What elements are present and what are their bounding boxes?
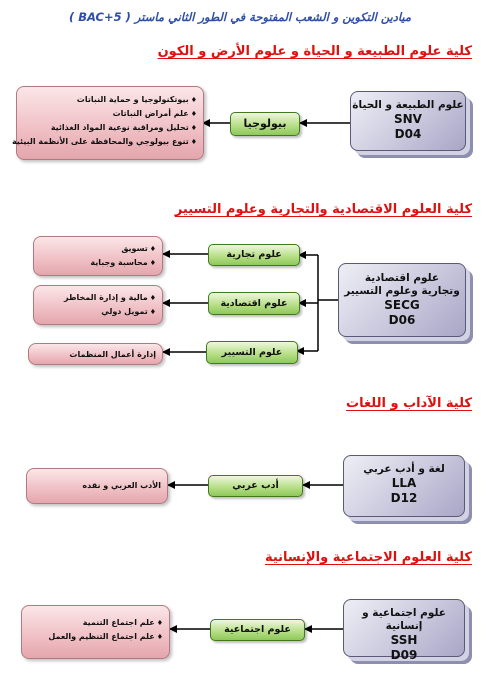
source-name: علوم الطبيعة و الحياة <box>352 99 464 111</box>
branch-economics: علوم اقتصادية <box>208 292 300 315</box>
specialty-item: ♦ مالية و إدارة المخاطر <box>34 291 156 305</box>
specialties-arabic-literature <box>26 468 168 504</box>
specialties-biology <box>11 86 204 160</box>
section-title-lla: كلية الآداب و اللغات <box>346 396 472 411</box>
specialty-item: ♦ تحليل ومراقبة نوعية المواد الغذائية <box>17 121 197 135</box>
specialty-item: الأدب العربي و نقده <box>82 481 161 490</box>
specialties-economics <box>33 285 163 325</box>
source-abbr: SSH <box>390 633 418 647</box>
branch-management: علوم التسيير <box>206 341 298 364</box>
branch-social-sciences: علوم اجتماعية <box>210 619 305 641</box>
source-box-lla <box>343 455 465 517</box>
specialty-item: ♦ تسويق <box>34 242 156 256</box>
specialties-management <box>28 343 163 365</box>
specialty-item: إدارة أعمال المنظمات <box>69 350 156 359</box>
source-code: D12 <box>390 491 418 505</box>
specialty-item: ♦ تمويل دولي <box>34 305 156 319</box>
branch-commerce: علوم تجارية <box>208 244 300 266</box>
specialty-item: ♦ علم اجتماع التنمية <box>22 616 163 630</box>
section-title-snv: كلية علوم الطبيعة و الحياة و علوم الأرض و الكون <box>157 44 472 59</box>
specialty-item: ♦ بيوتكنولوجيا و حماية النباتات <box>17 93 197 107</box>
branch-arabic-literature: أدب عربي <box>208 475 303 497</box>
specialty-item: ♦ علم أمراض النباتات <box>17 107 197 121</box>
source-abbr: SNV <box>394 112 422 126</box>
source-name: لغة و أدب عربي <box>363 463 445 475</box>
section-title-ssh: كلية العلوم الاجتماعية والإنسانية <box>264 550 472 565</box>
source-name-line2: وتجارية وعلوم التسيير <box>344 285 460 297</box>
source-code: D04 <box>394 127 422 141</box>
source-abbr: SECG <box>384 298 420 312</box>
source-name: علوم اقتصادية <box>364 272 440 284</box>
source-box-snv <box>350 91 466 151</box>
specialties-commerce <box>33 236 163 276</box>
source-abbr: LLA <box>391 476 417 490</box>
source-code: D06 <box>388 313 416 327</box>
source-name: علوم اجتماعية و إنسانية <box>362 607 446 632</box>
source-box-ssh <box>343 599 465 662</box>
specialties-social-sciences <box>21 605 170 659</box>
branch-biology: بيولوجيا <box>230 112 300 136</box>
specialty-item: ♦ علم اجتماع التنظيم والعمل <box>22 630 163 644</box>
source-box-secg <box>338 263 466 337</box>
specialty-item: ♦ تنوع بيولوجي والمحافظة على الأنظمة البيئية <box>17 135 197 149</box>
specialty-item: ♦ محاسبة وجباية <box>34 256 156 270</box>
section-title-secg: كلية العلوم الاقتصادية والتجارية وعلوم التسيير <box>174 202 472 217</box>
page-title: ميادين التكوين و الشعب المفتوحة في الطور الثاني ماستر ( BAC+5 ) <box>68 10 412 24</box>
source-code: D09 <box>390 648 418 662</box>
